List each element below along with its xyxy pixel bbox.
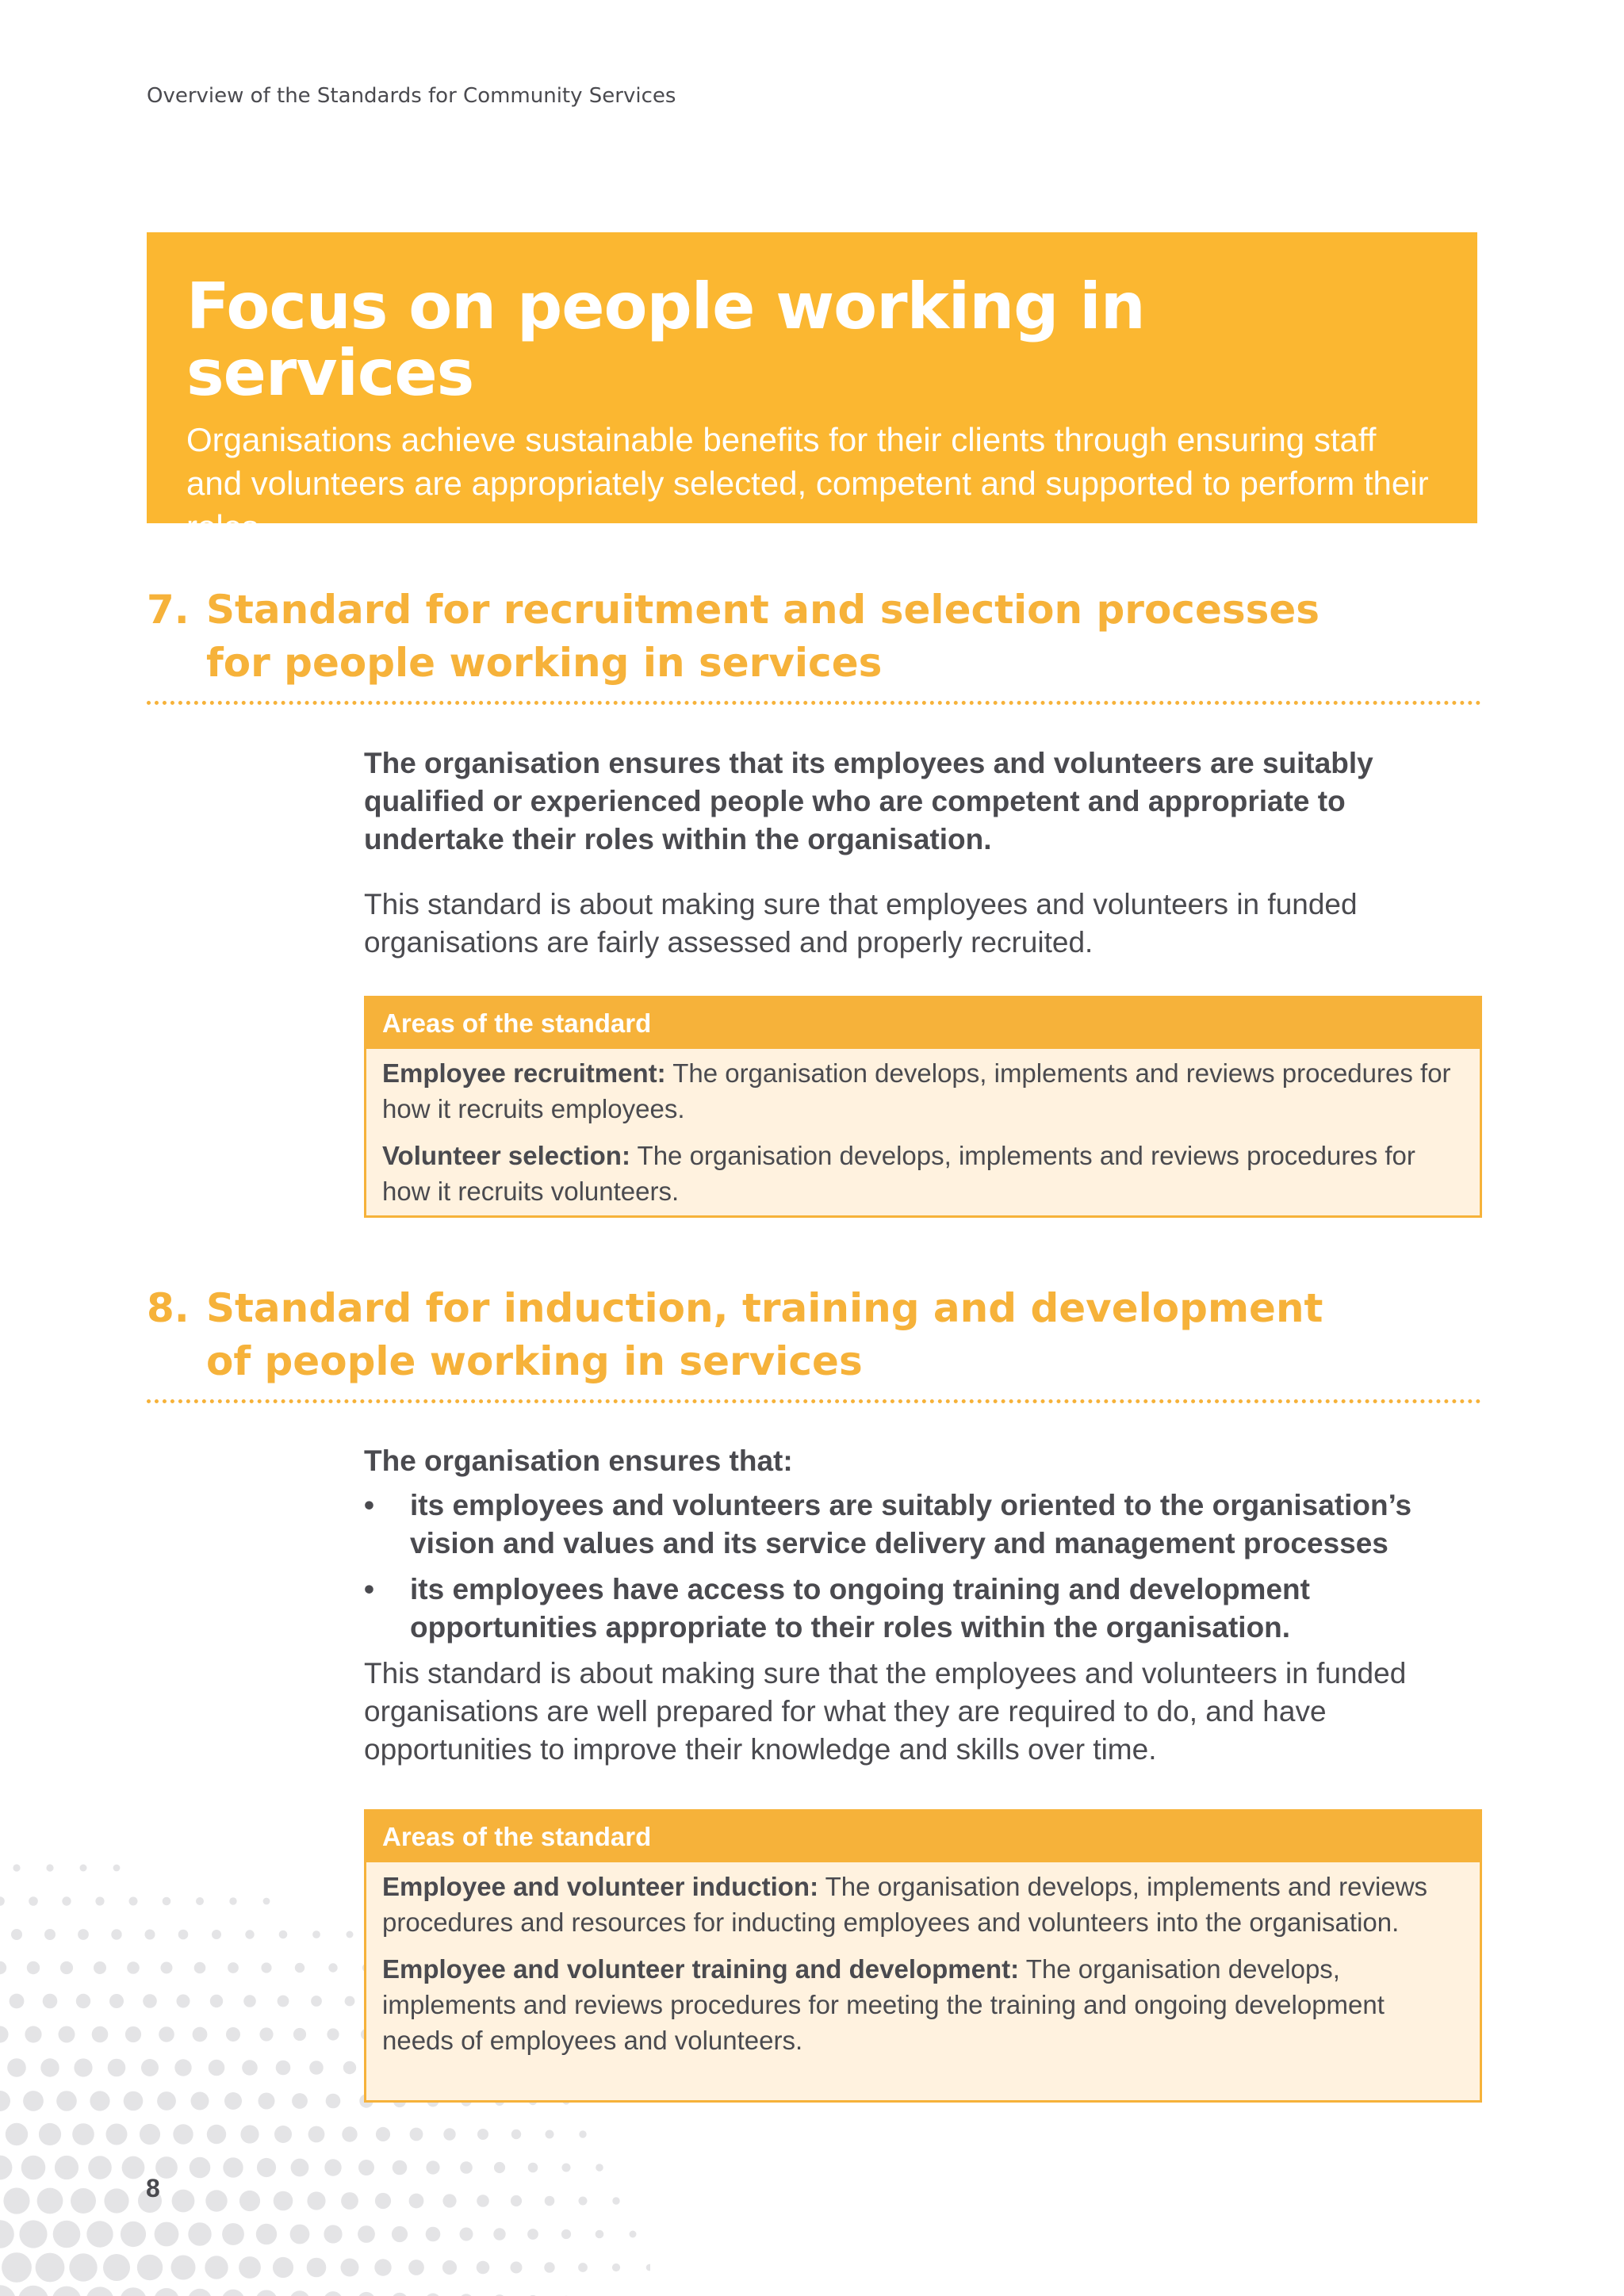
decor-dot bbox=[224, 2092, 242, 2110]
decor-dot bbox=[324, 2225, 342, 2243]
decor-dot bbox=[60, 1961, 73, 1974]
bullet-icon: • bbox=[364, 1573, 374, 1605]
decor-dot bbox=[327, 2028, 339, 2040]
decor-dot bbox=[477, 2195, 489, 2207]
decor-dot bbox=[579, 2130, 586, 2137]
decor-dot bbox=[326, 2094, 341, 2109]
decor-dot bbox=[545, 2196, 555, 2206]
decor-dot bbox=[62, 1896, 71, 1905]
areas-heading: Areas of the standard bbox=[366, 1812, 1480, 1862]
decor-dot bbox=[312, 1931, 320, 1938]
decor-dot bbox=[171, 2256, 196, 2280]
banner-title: Focus on people working in services bbox=[186, 270, 1145, 410]
standard-8-title-line2: of people working in services bbox=[206, 1338, 863, 1384]
decor-dot bbox=[243, 1995, 256, 2007]
decor-dot bbox=[177, 1995, 190, 2008]
decor-dot bbox=[86, 2221, 113, 2247]
decor-dot bbox=[194, 1962, 206, 1974]
decor-dot bbox=[205, 2256, 228, 2279]
decor-dot bbox=[527, 2229, 538, 2240]
decor-dot bbox=[255, 2290, 277, 2296]
decor-dot bbox=[442, 2194, 456, 2207]
decor-dot bbox=[222, 2223, 244, 2245]
decor-dot bbox=[239, 2191, 260, 2211]
area-item bbox=[382, 1869, 1462, 1940]
decor-dot bbox=[0, 1961, 6, 1974]
decor-dot bbox=[104, 2188, 128, 2213]
decor-dot bbox=[579, 2197, 588, 2206]
decor-dot bbox=[55, 2156, 79, 2179]
dotted-divider bbox=[147, 1399, 1481, 1403]
standard-8-title-line1: Standard for induction, training and development bbox=[206, 1285, 1323, 1331]
decor-dot bbox=[222, 2290, 245, 2296]
decor-dot bbox=[2, 2252, 32, 2283]
standard-7-areas-box bbox=[364, 996, 1482, 1218]
decor-dot bbox=[324, 2291, 343, 2296]
decor-dot bbox=[240, 2125, 259, 2143]
decor-dot bbox=[392, 2226, 408, 2242]
decor-dot bbox=[210, 1995, 223, 2007]
decor-dot bbox=[343, 2061, 356, 2074]
decor-dot bbox=[345, 1996, 355, 2007]
decor-dot bbox=[178, 1930, 189, 1940]
decor-dot bbox=[90, 2091, 109, 2110]
decor-dot bbox=[409, 2194, 424, 2209]
decor-dot bbox=[263, 1898, 270, 1905]
decor-dot bbox=[120, 2287, 147, 2296]
decor-dot bbox=[261, 1962, 271, 1973]
decor-dot bbox=[245, 1930, 254, 1938]
decor-dot bbox=[347, 1931, 354, 1938]
decor-dot bbox=[324, 2159, 341, 2175]
decor-dot bbox=[154, 2288, 179, 2296]
decor-dot bbox=[256, 2224, 277, 2244]
decor-dot bbox=[341, 2259, 359, 2277]
decor-dot bbox=[94, 1961, 106, 1974]
decor-dot bbox=[0, 2285, 16, 2296]
decor-dot bbox=[273, 2257, 293, 2278]
decor-dot bbox=[109, 1994, 124, 2008]
decor-dot bbox=[295, 1963, 304, 1973]
decor-dot bbox=[460, 2228, 473, 2241]
decor-dot bbox=[111, 1929, 121, 1939]
decor-dot bbox=[140, 2124, 160, 2145]
decor-dot bbox=[392, 2293, 408, 2296]
decor-dot bbox=[137, 2255, 163, 2280]
area-item bbox=[382, 1055, 1462, 1127]
decor-dot bbox=[426, 2227, 441, 2242]
decor-dot bbox=[36, 2253, 65, 2283]
decor-dot bbox=[145, 1930, 155, 1940]
bullet-icon: • bbox=[364, 1489, 374, 1521]
list-item bbox=[364, 1487, 1482, 1563]
decor-dot bbox=[274, 2191, 293, 2211]
decor-dot bbox=[74, 2058, 92, 2076]
decor-dot bbox=[561, 2229, 571, 2239]
bullet-text: its employees have access to ongoing training and development opportunities appropriate to their roles within the organisation. bbox=[410, 1573, 1310, 1644]
decor-dot bbox=[546, 2130, 554, 2139]
decor-dot bbox=[393, 2160, 408, 2175]
decor-dot bbox=[342, 2126, 357, 2141]
decor-dot bbox=[46, 1864, 53, 1871]
decor-dot bbox=[40, 2058, 59, 2076]
area-term: Employee and volunteer training and development: bbox=[382, 1954, 1020, 1984]
decor-dot bbox=[426, 2294, 441, 2296]
decor-dot bbox=[124, 2091, 144, 2111]
decor-dot bbox=[6, 2123, 28, 2145]
decor-dot bbox=[0, 2026, 9, 2042]
decor-dot bbox=[59, 2026, 75, 2043]
area-item bbox=[382, 1951, 1462, 2058]
decor-dot bbox=[27, 1961, 40, 1974]
decor-dot bbox=[477, 2261, 490, 2275]
decor-dot bbox=[121, 2221, 146, 2247]
decor-dot bbox=[193, 2027, 208, 2042]
decor-dot bbox=[0, 2156, 12, 2180]
decor-dot bbox=[511, 2195, 522, 2206]
decor-dot bbox=[229, 1897, 236, 1904]
decor-dot bbox=[239, 2256, 261, 2279]
decor-dot bbox=[228, 1962, 239, 1973]
standard-8-number: 8. bbox=[147, 1285, 190, 1331]
decor-dot bbox=[511, 2262, 523, 2274]
decor-dot bbox=[477, 2129, 488, 2140]
decor-dot bbox=[129, 1897, 138, 1906]
decor-dot bbox=[172, 2190, 195, 2213]
decor-dot bbox=[7, 2058, 26, 2077]
decor-dot bbox=[92, 2026, 109, 2043]
decor-dot bbox=[290, 2225, 310, 2244]
decor-dot bbox=[21, 2156, 46, 2180]
decor-dot bbox=[37, 2188, 63, 2214]
decor-dot bbox=[0, 2220, 14, 2248]
decor-dot bbox=[292, 2093, 308, 2109]
decor-dot bbox=[188, 2222, 211, 2245]
decor-dot bbox=[311, 1996, 322, 2007]
decor-dot bbox=[95, 1896, 104, 1905]
decor-dot bbox=[205, 2190, 227, 2211]
decor-dot bbox=[69, 2253, 97, 2281]
decor-dot bbox=[108, 2059, 126, 2077]
decor-dot bbox=[596, 2164, 603, 2172]
decor-dot bbox=[127, 1961, 140, 1974]
decor-dot bbox=[18, 2286, 48, 2296]
decor-dot bbox=[19, 2220, 47, 2248]
decor-dot bbox=[191, 2092, 209, 2110]
running-header: Overview of the Standards for Community Services bbox=[147, 84, 676, 108]
area-term: Employee and volunteer induction: bbox=[382, 1872, 819, 1901]
decor-dot bbox=[443, 2128, 455, 2140]
decor-dot bbox=[309, 2061, 324, 2075]
decor-dot bbox=[375, 2193, 391, 2209]
standard-8-lead: The organisation ensures that: bbox=[364, 1445, 793, 1477]
bullet-text: its employees and volunteers are suitably oriented to the organisation’s vision and values and its service delivery and management processes bbox=[410, 1489, 1412, 1559]
standard-8-areas-box bbox=[364, 1809, 1482, 2103]
decor-dot bbox=[426, 2160, 439, 2174]
decor-dot bbox=[328, 1963, 337, 1972]
decor-dot bbox=[278, 1996, 289, 2007]
decor-dot bbox=[13, 1864, 20, 1871]
decor-dot bbox=[293, 2028, 306, 2041]
decor-dot bbox=[76, 1994, 90, 2008]
decor-dot bbox=[279, 1931, 288, 1939]
standard-7-lead: The organisation ensures that its employees and volunteers are suitably qualified or experienced people who are competent and appropriate to undertake their roles within the organisation. bbox=[364, 747, 1373, 855]
decor-dot bbox=[212, 1930, 221, 1939]
decor-dot bbox=[141, 2059, 159, 2076]
standard-7-number: 7. bbox=[147, 587, 190, 633]
area-desc: The organisation develops, implements and reviews procedures for how it recruits employees. bbox=[382, 1058, 1451, 1123]
decor-dot bbox=[71, 2188, 96, 2214]
decor-dot bbox=[410, 2128, 423, 2141]
standard-8-heading bbox=[147, 1282, 1479, 1388]
decor-dot bbox=[157, 2091, 176, 2110]
decor-dot bbox=[44, 1929, 56, 1940]
standard-8-content bbox=[364, 1442, 1482, 1769]
decor-dot bbox=[209, 2060, 225, 2076]
decor-dot bbox=[274, 2126, 292, 2143]
standard-7-title-line2: for people working in services bbox=[206, 640, 883, 686]
decor-dot bbox=[358, 2292, 375, 2296]
decor-dot bbox=[630, 2231, 637, 2238]
area-item bbox=[382, 1138, 1462, 1209]
decor-dot bbox=[493, 2228, 505, 2240]
decor-dot bbox=[188, 2289, 212, 2296]
decor-dot bbox=[376, 2127, 390, 2141]
decor-dot bbox=[43, 1994, 58, 2009]
standard-7-content bbox=[364, 744, 1482, 962]
decor-dot bbox=[358, 2160, 374, 2175]
decor-dot bbox=[159, 2026, 174, 2042]
decor-dot bbox=[173, 2124, 193, 2144]
decor-dot bbox=[72, 2123, 94, 2145]
decor-dot bbox=[163, 1897, 171, 1906]
decor-dot bbox=[155, 2222, 179, 2247]
decor-dot bbox=[103, 2254, 130, 2281]
standard-7-heading bbox=[147, 584, 1479, 690]
decor-dot bbox=[511, 2130, 521, 2139]
decor-dot bbox=[190, 2157, 211, 2179]
decor-dot bbox=[0, 1896, 5, 1906]
decor-dot bbox=[53, 2221, 81, 2248]
decor-dot bbox=[562, 2164, 571, 2172]
decor-dot bbox=[11, 1929, 22, 1940]
decor-dot bbox=[39, 2123, 61, 2145]
page-number: 8 bbox=[146, 2174, 160, 2202]
decor-dot bbox=[78, 1929, 89, 1940]
area-term: Employee recruitment: bbox=[382, 1058, 666, 1088]
decor-dot bbox=[544, 2262, 554, 2272]
decor-dot bbox=[596, 2230, 604, 2239]
decor-dot bbox=[242, 2060, 258, 2076]
standard-7-about: This standard is about making sure that employees and volunteers in funded organisations are fairly assessed and properly recruited. bbox=[364, 888, 1358, 959]
banner-text: Organisations achieve sustainable benefits for their clients through ensuring staff and volunteers are appropriately selected, competent and supported to perform their roles. bbox=[186, 421, 1429, 545]
decor-dot bbox=[358, 2225, 375, 2243]
standard-8-about: This standard is about making sure that the employees and volunteers in funded organisations are well prepared for what they are required to do, and have opportunities to improve their knowledge and skills over time. bbox=[364, 1657, 1407, 1766]
decor-dot bbox=[80, 1865, 87, 1872]
decor-dot bbox=[161, 1962, 173, 1974]
decor-dot bbox=[291, 2159, 309, 2177]
decor-dot bbox=[308, 2126, 325, 2143]
decor-dot bbox=[257, 2158, 276, 2177]
decor-dot bbox=[374, 2259, 391, 2275]
area-term: Volunteer selection: bbox=[382, 1141, 630, 1170]
decor-dot bbox=[307, 2258, 327, 2278]
decor-dot bbox=[408, 2260, 424, 2275]
decor-dot bbox=[307, 2191, 325, 2210]
section-banner bbox=[147, 232, 1477, 545]
decor-dot bbox=[52, 2286, 82, 2296]
decor-dot bbox=[125, 2026, 141, 2042]
decor-dot bbox=[226, 2027, 240, 2042]
area-desc: The organisation develops, implements and reviews procedures for how it recruits volunteers. bbox=[382, 1141, 1415, 1206]
decor-dot bbox=[122, 2156, 145, 2179]
decor-dot bbox=[528, 2163, 538, 2173]
decor-dot bbox=[259, 2027, 273, 2041]
decor-dot bbox=[223, 2157, 243, 2177]
decor-dot bbox=[23, 2091, 44, 2111]
decor-dot bbox=[612, 2263, 620, 2271]
decor-dot bbox=[174, 2059, 191, 2076]
decor-dot bbox=[113, 1865, 121, 1872]
standard-7-title-line1: Standard for recruitment and selection processes bbox=[206, 587, 1320, 633]
decor-dot bbox=[460, 2161, 473, 2174]
decor-dot bbox=[578, 2263, 588, 2272]
decor-dot bbox=[259, 2093, 275, 2110]
decor-dot bbox=[25, 2026, 41, 2042]
decor-dot bbox=[646, 2264, 650, 2271]
decor-dot bbox=[86, 2286, 113, 2296]
decor-dot bbox=[442, 2260, 457, 2275]
decor-dot bbox=[276, 2061, 291, 2076]
decor-dot bbox=[106, 2124, 128, 2145]
decor-dot bbox=[0, 2091, 10, 2111]
decor-dot bbox=[143, 1994, 157, 2008]
decor-dot bbox=[494, 2162, 505, 2173]
area-desc: The organisation develops, implements and reviews procedures for meeting the training and ongoing development needs of employees and volunteers. bbox=[382, 1954, 1385, 2055]
standard-8-bullet-list bbox=[364, 1487, 1482, 1647]
decor-dot bbox=[10, 1994, 25, 2009]
decor-dot bbox=[88, 2156, 112, 2179]
area-desc: The organisation develops, implements and reviews procedures and resources for inducting employees and volunteers into the organisation. bbox=[382, 1872, 1428, 1937]
decor-dot bbox=[3, 2187, 29, 2214]
list-item bbox=[364, 1571, 1482, 1647]
decor-dot bbox=[29, 1896, 38, 1906]
decor-dot bbox=[207, 2125, 226, 2144]
areas-heading: Areas of the standard bbox=[366, 998, 1480, 1049]
decor-dot bbox=[289, 2290, 309, 2296]
decor-dot bbox=[196, 1897, 204, 1905]
decor-dot bbox=[56, 2091, 77, 2111]
decor-dot bbox=[341, 2192, 358, 2210]
dotted-divider bbox=[147, 701, 1481, 705]
decor-dot bbox=[612, 2197, 619, 2204]
